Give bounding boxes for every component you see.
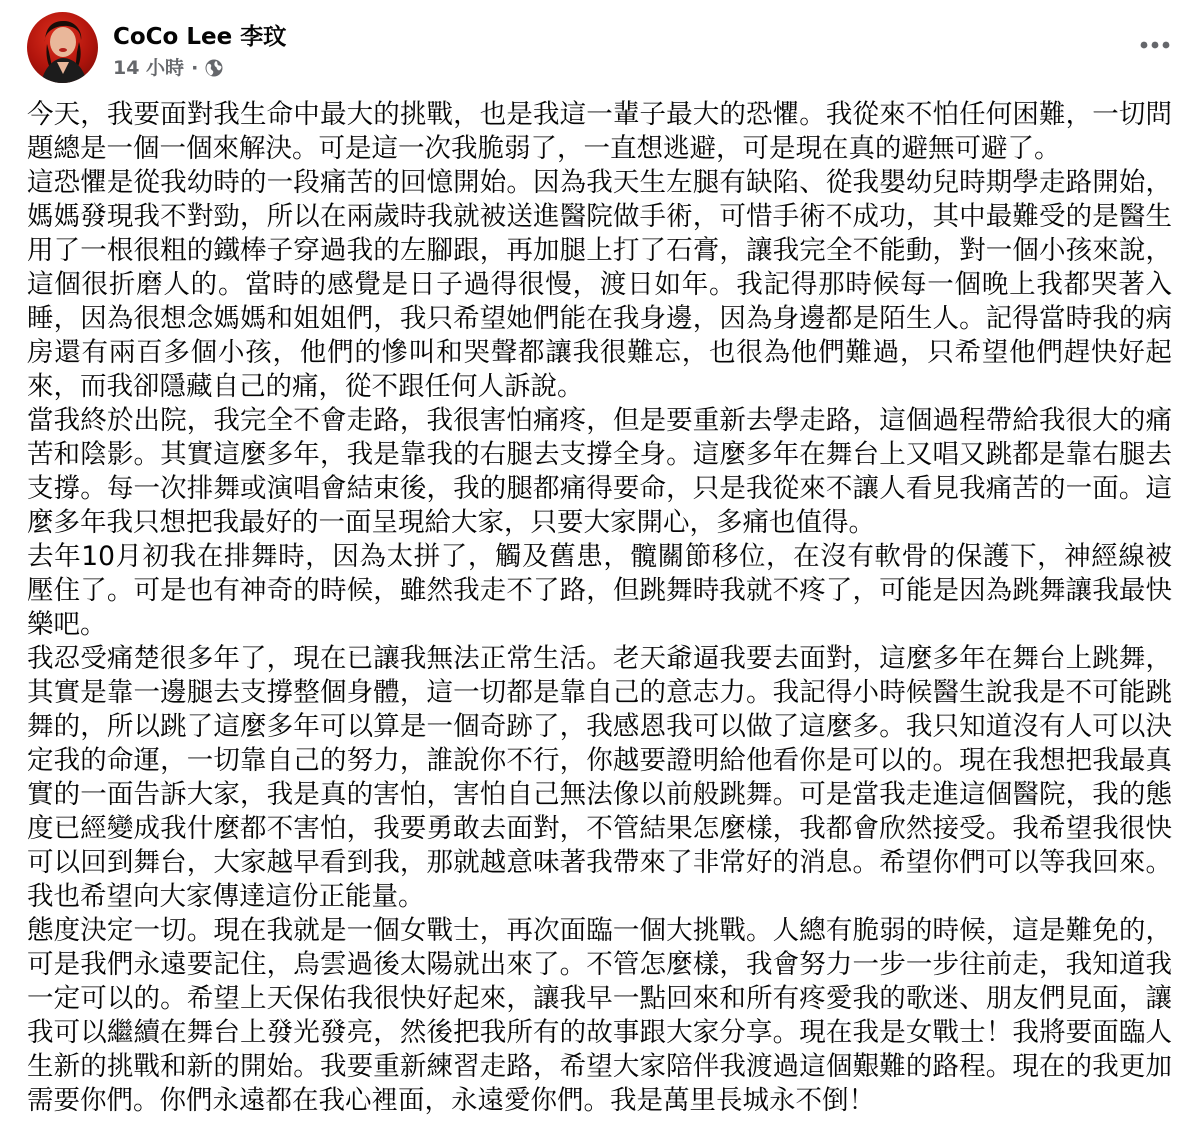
avatar-photo (27, 12, 98, 83)
post-header (27, 12, 1177, 87)
meta-separator: · (191, 56, 199, 79)
post-paragraph: 今天，我要面對我生命中最大的挑戰，也是我這一輩子最大的恐懼。我從來不怕任何困難，一切問題總是一個一個來解決。可是這一次我脆弱了，一直想逃避，可是現在真的避無可避了。 (27, 99, 1172, 164)
post-meta (113, 58, 224, 78)
post-paragraph: 我忍受痛楚很多年了，現在已讓我無法正常生活。老天爺逼我要去面對，這麼多年在舞台上跳舞，其實是靠一邊腿去支撐整個身體，這一切都是靠自己的意志力。我記得小時候醫生說我是不可能跳舞的，所以跳了這麼多年可以算是一個奇跡了，我感恩我可以做了這麼多。我只知道沒有人可以決定我的命運，一切靠自己的努力，誰說你不行，你越要證明給他看你是可以的。現在我想把我最真實的一面告訴大家，我是真的害怕，害怕自己無法像以前般跳舞。可是當我走進這個醫院，我的態度已經變成我什麼都不害怕，我要勇敢去面對，不管結果怎麼樣，我都會欣然接受。我希望我很快可以回到舞台，大家越早看到我，那就越意味著我帶來了非常好的消息。希望你們可以等我回來。我也希望向大家傳達這份正能量。 (27, 643, 1172, 912)
more-horizontal-icon (1138, 40, 1172, 50)
post-paragraph: 態度決定一切。現在我就是一個女戰士，再次面臨一個大挑戰。人總有脆弱的時候，這是難免的，可是我們永遠要記住，烏雲過後太陽就出來了。不管怎麼樣，我會努力一步一步往前走，我知道我一定可以的。希望上天保佑我很快好起來，讓我早一點回來和所有疼愛我的歌迷、朋友們見面，讓我可以繼續在舞台上發光發亮，然後把我所有的故事跟大家分享。現在我是女戰士！我將要面臨人生新的挑戰和新的開始。我要重新練習走路，希望大家陪伴我渡過這個艱難的路程。現在的我更加需要你們。你們永遠都在我心裡面，永遠愛你們。我是萬里長城永不倒！ (27, 915, 1172, 1116)
globe-icon[interactable] (204, 58, 224, 78)
author-name[interactable]: CoCo Lee 李玟 (113, 24, 287, 50)
post-paragraph: 這恐懼是從我幼時的一段痛苦的回憶開始。因為我天生左腿有缺陷、從我嬰幼兒時期學走路開始，媽媽發現我不對勁，所以在兩歲時我就被送進醫院做手術，可惜手術不成功，其中最難受的是醫生用了一根很粗的鐵棒子穿過我的左腳跟，再加腿上打了石膏，讓我完全不能動，對一個小孩來說，這個很折磨人的。當時的感覺是日子過得很慢，渡日如年。我記得那時候每一個晚上我都哭著入睡，因為很想念媽媽和姐姐們，我只希望她們能在我身邊，因為身邊都是陌生人。記得當時我的病房還有兩百多個小孩，他們的慘叫和哭聲都讓我很難忘，也很為他們難過，只希望他們趕快好起來，而我卻隱藏自己的痛，從不跟任何人訴說。 (27, 167, 1172, 402)
post-body (27, 98, 1172, 1118)
avatar[interactable] (27, 12, 98, 83)
post-timestamp[interactable]: 14 小時 (113, 56, 185, 79)
post-paragraph: 當我終於出院，我完全不會走路，我很害怕痛疼，但是要重新去學走路，這個過程帶給我很大的痛苦和陰影。其實這麼多年，我是靠我的右腿去支撐全身。這麼多年在舞台上又唱又跳都是靠右腿去支撐。每一次排舞或演唱會結束後，我的腿都痛得要命，只是我從來不讓人看見我痛苦的一面。這麼多年我只想把我最好的一面呈現給大家，只要大家開心，多痛也值得。 (27, 405, 1172, 538)
more-options-button[interactable] (1133, 30, 1177, 60)
post-paragraph: 去年10月初我在排舞時，因為太拼了，觸及舊患，髖關節移位，在沒有軟骨的保護下，神經線被壓住了。可是也有神奇的時候，雖然我走不了路，但跳舞時我就不疼了，可能是因為跳舞讓我最快樂吧。 (27, 541, 1172, 640)
